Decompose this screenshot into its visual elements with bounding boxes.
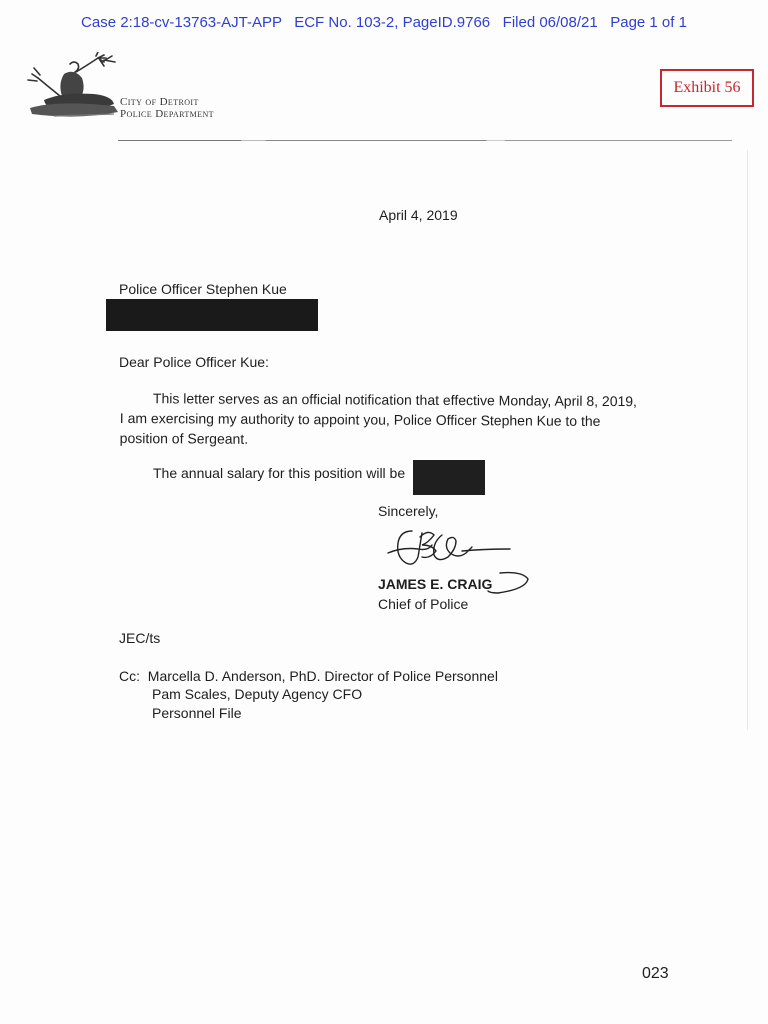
salutation: Dear Police Officer Kue: xyxy=(119,354,269,370)
cc-first-line xyxy=(119,666,498,686)
cc-recipient: Personnel File xyxy=(152,705,242,721)
cc-label: Cc: xyxy=(119,668,140,684)
department-line-city: City of Detroit xyxy=(120,96,199,108)
cc-recipient-list xyxy=(152,685,362,723)
cc-recipient: Pam Scales, Deputy Agency CFO xyxy=(152,686,363,702)
salary-sentence: The annual salary for this position will be xyxy=(153,465,406,481)
letterhead-divider xyxy=(118,140,732,141)
redacted-salary-block xyxy=(413,460,485,495)
closing: Sincerely, xyxy=(378,503,439,519)
page-number: 023 xyxy=(642,965,669,982)
letter-date: April 4, 2019 xyxy=(379,207,458,223)
redacted-address-block xyxy=(106,299,318,331)
signer-name: JAMES E. CRAIG xyxy=(378,576,493,592)
signer-title: Chief of Police xyxy=(378,596,469,612)
scan-edge-line xyxy=(747,150,748,730)
exhibit-stamp: Exhibit 56 xyxy=(660,69,754,107)
department-name xyxy=(120,96,214,120)
letter-body-paragraph: This letter serves as an official notification that effective Monday, April 8, 2019, I am exercising my authority to appoint you, Police Officer Stephen Kue to the position of Sergeant. xyxy=(119,390,638,447)
typist-initials: JEC/ts xyxy=(119,630,161,646)
cc-recipient: Marcella D. Anderson, PhD. Director of Police Personnel xyxy=(147,668,498,684)
addressee-name: Police Officer Stephen Kue xyxy=(119,281,287,297)
department-line-police: Police Department xyxy=(120,108,214,120)
ecf-filing-header: Case 2:18-cv-13763-AJT-APP ECF No. 103-2, PageID.9766 Filed 06/08/21 Page 1 of 1 xyxy=(81,14,687,31)
